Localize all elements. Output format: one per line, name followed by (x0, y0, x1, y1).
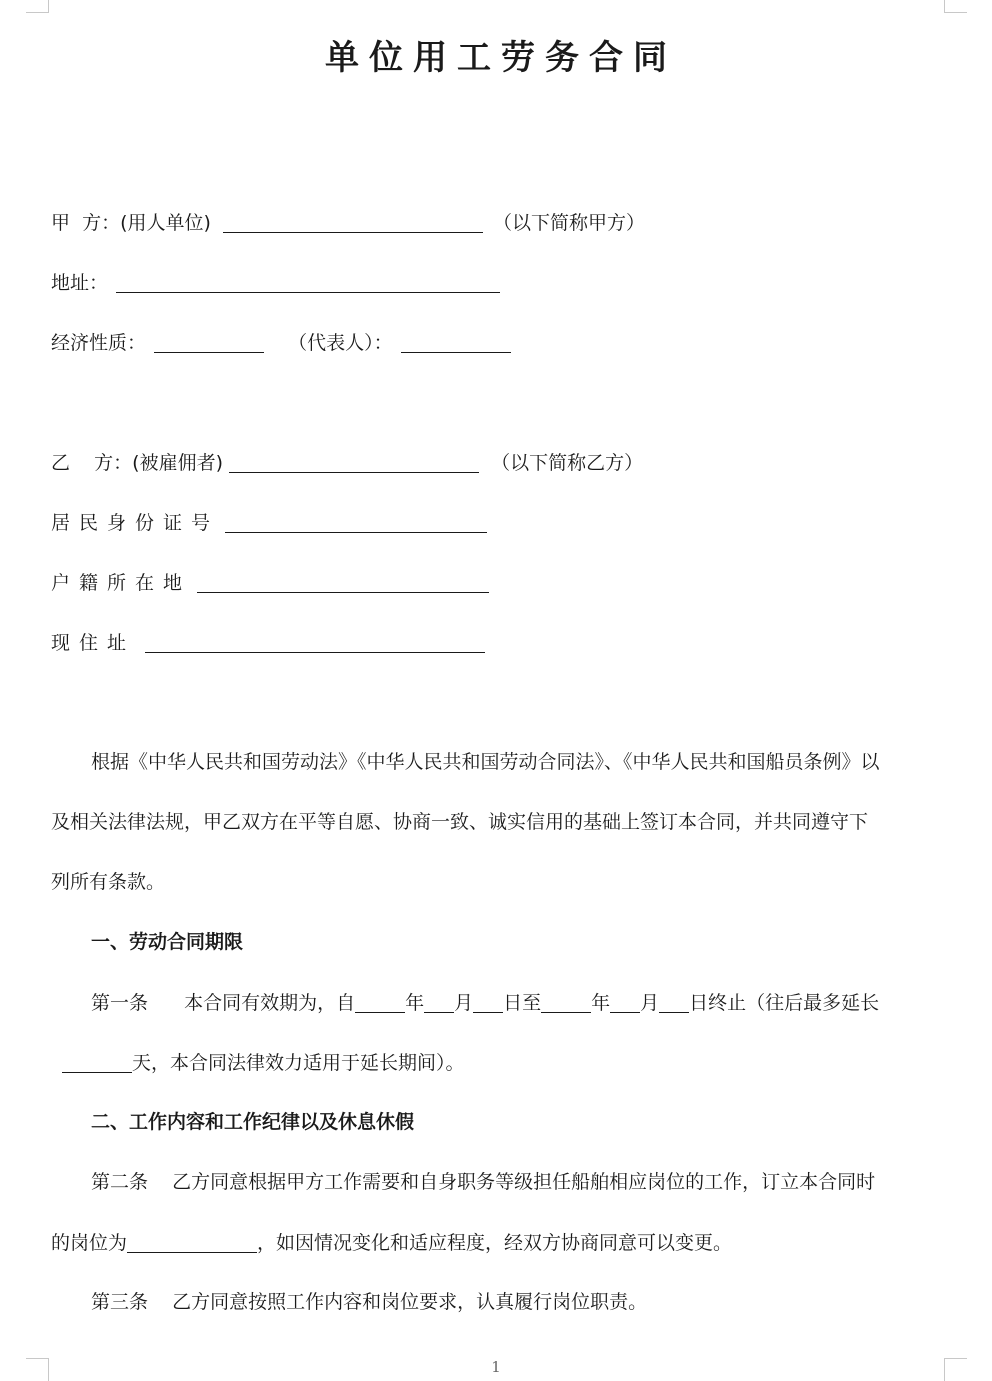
article-2-position-text: ，如因情况变化和适应程度，经双方协商同意可以变更。 (257, 1232, 733, 1254)
article-1-line-2 (62, 1048, 465, 1077)
section-1-heading: 一、劳动合同期限 (91, 931, 244, 953)
article-1-label: 第一条 (91, 992, 149, 1014)
hukou-label: 户籍所在地 (51, 572, 192, 594)
id-number-label: 居民身份证号 (51, 512, 220, 534)
party-a-suffix: （以下简称甲方） (493, 212, 646, 234)
party-a-address-line (51, 268, 500, 297)
start-month-unit: 月 (454, 992, 474, 1014)
party-b-suffix: （以下简称乙方） (491, 452, 644, 474)
end-month-unit: 月 (640, 992, 660, 1014)
party-a-nature-line (51, 328, 511, 357)
party-a-label: 甲 方：(用人单位) (51, 212, 211, 234)
residence-field[interactable] (145, 632, 485, 653)
residence-label: 现住址 (51, 632, 136, 654)
article-2-text: 乙方同意根据甲方工作需要和自身职务等级担任船舶相应岗位的工作，订立本合同时 (172, 1171, 876, 1193)
article-1-line-1 (91, 988, 879, 1017)
party-a-name-field[interactable] (223, 212, 483, 233)
extension-days-field[interactable] (62, 1052, 132, 1073)
crop-mark-top-right (944, 0, 967, 13)
start-day-to: 日至 (503, 992, 542, 1014)
start-day-field[interactable] (473, 992, 503, 1013)
end-year-unit: 年 (591, 992, 611, 1014)
end-day-field[interactable] (659, 992, 689, 1013)
page-number: 1 (491, 1358, 501, 1376)
start-year-unit: 年 (405, 992, 425, 1014)
end-month-field[interactable] (610, 992, 640, 1013)
nature-label: 经济性质： (51, 332, 147, 354)
end-year-field[interactable] (541, 992, 591, 1013)
party-b-name-field[interactable] (229, 452, 479, 473)
article-3-line (91, 1288, 647, 1316)
party-b-line (51, 448, 643, 477)
article-2-line-1 (91, 1168, 875, 1196)
article-3-text: 乙方同意按照工作内容和岗位要求，认真履行岗位职责。 (172, 1291, 648, 1313)
end-day-text: 日终止（往后最多延长 (689, 992, 880, 1014)
hukou-field[interactable] (197, 572, 489, 593)
article-2-position-label: 的岗位为 (51, 1232, 128, 1254)
id-number-line (51, 508, 487, 537)
article-2-line-2 (51, 1228, 732, 1257)
nature-field[interactable] (154, 332, 264, 353)
party-b-label: 乙 方：(被雇佣者) (51, 452, 223, 474)
id-number-field[interactable] (225, 512, 487, 533)
article-1-text: 本合同有效期为，自 (184, 992, 356, 1014)
party-a-line (51, 208, 645, 237)
section-2-heading: 二、工作内容和工作纪律以及休息休假 (91, 1111, 415, 1133)
position-field[interactable] (127, 1232, 257, 1253)
preamble-line-2: 及相关法律法规，甲乙双方在平等自愿、协商一致、诚实信用的基础上签订本合同，并共同遵守下 (51, 811, 869, 833)
article-3-label: 第三条 (91, 1291, 149, 1313)
representative-field[interactable] (401, 332, 511, 353)
preamble-line-3: 列所有条款。 (51, 871, 166, 893)
article-2-label: 第二条 (91, 1171, 149, 1193)
address-label: 地址： (51, 272, 109, 294)
start-year-field[interactable] (355, 992, 405, 1013)
hukou-line (51, 568, 489, 597)
article-1-continuation: 天，本合同法律效力适用于延长期间）。 (132, 1052, 465, 1074)
start-month-field[interactable] (424, 992, 454, 1013)
preamble-line-1: 根据《中华人民共和国劳动法》《中华人民共和国劳动合同法》、《中华人民共和国船员条例》以 (91, 751, 880, 773)
representative-label: （代表人）： (288, 332, 393, 354)
document-title: 单位用工劳务合同 (325, 38, 677, 78)
residence-line (51, 628, 485, 657)
address-field[interactable] (116, 272, 500, 293)
crop-mark-top-left (26, 0, 49, 13)
